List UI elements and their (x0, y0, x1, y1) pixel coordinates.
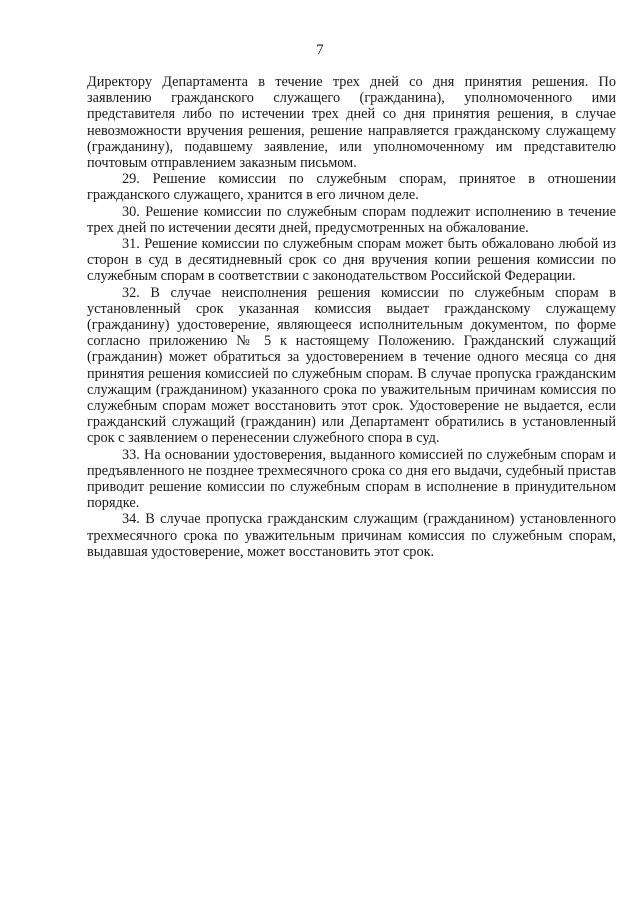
paragraph-32: 32. В случае неисполнения решения комиссии по служебным спорам в установленный срок указанная комиссия выдает гражданскому служащему (гражданину) удостоверение, являющееся исполнительным документом, по форме согласно приложению № 5 к настоящему Положению. Гражданский служащий (гражданин) может обратиться за удостоверением в течение одного месяца со дня принятия решения комиссией по служебным спорам. В случае пропуска гражданским служащим (гражданином) указанного срока по уважительным причинам комиссия по служебным спорам может восстановить этот срок. Удостоверение не выдается, если гражданский служащий (гражданин) или Департамент обратились в установленный срок с заявлением о перенесении служебного спора в суд. (87, 284, 616, 447)
page-number: 7 (316, 42, 324, 58)
paragraph-33: 33. На основании удостоверения, выданного комиссией по служебным спорам и предъявленного не позднее трехмесячного срока со дня его выдачи, судебный пристав приводит решение комиссии по служебным спорам в исполнение в принудительном порядке. (87, 446, 616, 512)
paragraph-continuation: Директору Департамента в течение трех дней со дня принятия решения. По заявлению гражданского служащего (гражданина), уполномоченного ими представителя либо по истечении трех дней со дня принятия решения, в случае невозможности вручения решения, решение направляется гражданскому служащему (гражданину), подавшему заявление, или уполномоченному им представителю почтовым отправлением заказным письмом. (87, 74, 616, 172)
paragraph-30: 30. Решение комиссии по служебным спорам подлежит исполнению в течение трех дней по истечении десяти дней, предусмотренных на обжалование. (87, 203, 616, 236)
paragraph-29: 29. Решение комиссии по служебным спорам, принятое в отношении гражданского служащего, хранится в его личном деле. (87, 171, 616, 204)
document-body (87, 74, 616, 560)
paragraph-34: 34. В случае пропуска гражданским служащим (гражданином) установленного трехмесячного срока по уважительным причинам комиссия по служебным спорам, выдавшая удостоверение, может восстановить этот срок. (87, 511, 616, 560)
paragraph-31: 31. Решение комиссии по служебным спорам может быть обжаловано любой из сторон в суд в десятидневный срок со дня вручения копии решения комиссии по служебным спорам в соответствии с законодательством Российской Федерации. (87, 236, 616, 285)
